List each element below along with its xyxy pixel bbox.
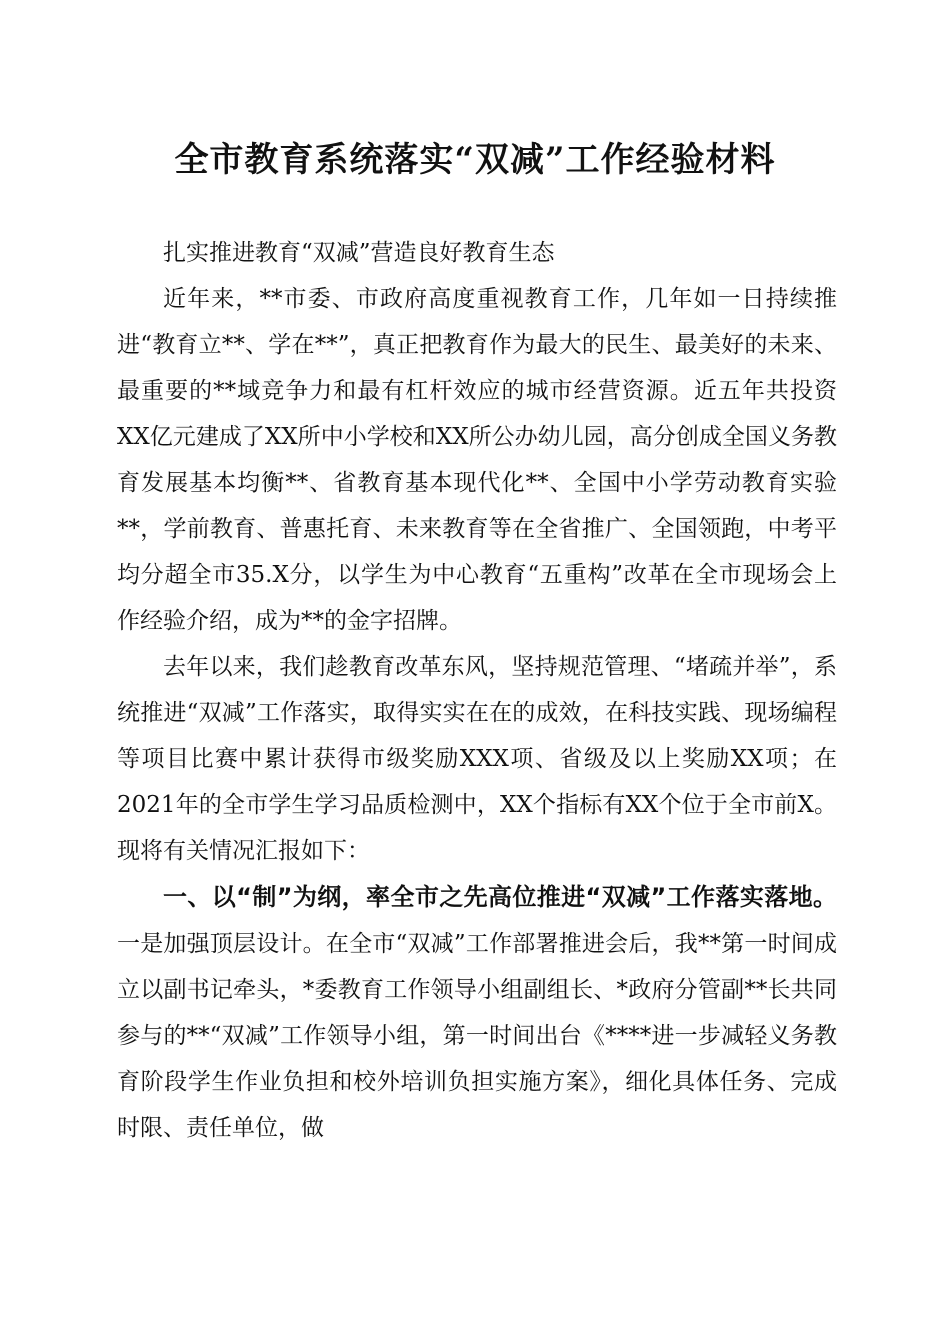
section-1-body: 一是加强顶层设计。在全市“双减”工作部署推进会后，我**第一时间成立以副书记牵头，*委教育工作领导小组副组长、*政府分管副**长共同参与的**“双减”工作领导小组，第一时间出台《****进一步减轻义务教育阶段学生作业负担和校外培训负担实施方案》，细化具体任务、完成时限、责任单位，做: [117, 931, 837, 1141]
document-title: 全市教育系统落实“双减”工作经验材料: [174, 140, 776, 180]
paragraph-intro: 近年来，**市委、市政府高度重视教育工作，几年如一日持续推进“教育立**、学在**”，真正把教育作为最大的民生、最美好的未来、最重要的**域竞争力和最有杠杆效应的城市经营资源。近五年共投资XX亿元建成了XX所中小学校和XX所公办幼儿园，高分创成全国义务教育发展基本均衡**、省教育基本现代化**、全国中小学劳动教育实验**，学前教育、普惠托育、未来教育等在全省推广、全国领跑，中考平均分超全市35.X分，以学生为中心教育“五重构”改革在全市现场会上作经验介绍，成为**的金字招牌。: [117, 286, 837, 634]
section-1-heading: 一、以“制”为纲，率全市之先高位推进“双减”工作落实落地。: [163, 883, 837, 911]
document-subtitle: 扎实推进教育“双减”营造良好教育生态: [163, 240, 555, 266]
section-1-paragraph: [117, 874, 837, 1151]
paragraph-summary: 去年以来，我们趁教育改革东风，坚持规范管理、“堵疏并举”，系统推进“双减”工作落实，取得实实在在的成效，在科技实践、现场编程等项目比赛中累计获得市级奖励XXX项、省级及以上奖励XX项；在2021年的全市学生学习品质检测中，XX个指标有XX个位于全市前X。现将有关情况汇报如下：: [117, 654, 837, 864]
document-body: [117, 230, 837, 1151]
